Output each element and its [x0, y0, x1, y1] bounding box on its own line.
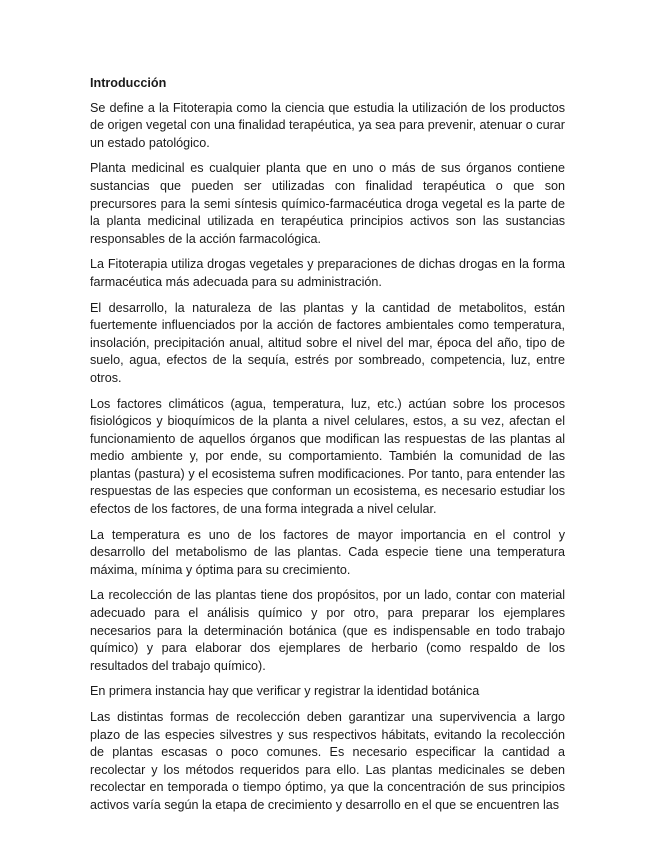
paragraph-climatic-factors: Los factores climáticos (agua, temperatura, luz, etc.) actúan sobre los procesos fisiológicos y bioquímicos de la planta a nivel celulares, estos, a su vez, afectan el funcionamiento de aquellos órganos que modifican las respuestas de las plantas al medio ambiente y, por ende, su comportamiento. También la comunidad de las plantas (pastura) y el ecosistema sufren modificaciones. Por tanto, para entender las respuestas de las especies que conforman un ecosistema, es necesario estudiar los efectos de los factores, de una forma integrada a nivel celular. — [90, 396, 565, 517]
paragraph-botanical-identity: En primera instancia hay que verificar y registrar la identidad botánica — [90, 684, 480, 699]
document-page — [90, 75, 565, 823]
paragraph-environmental-factors: El desarrollo, la naturaleza de las plantas y la cantidad de metabolitos, están fuertemente influenciados por la acción de factores ambientales como temperatura, insolación, precipitación anual, altitud sobre el nivel del mar, época del año, tipo de suelo, agua, efectos de la sequía, estrés por sombreado, competencia, luz, entre otros. — [90, 300, 565, 385]
paragraph-temperature: La temperatura es uno de los factores de mayor importancia en el control y desarrollo del metabolismo de las plantas. Cada especie tiene una temperatura máxima, mínima y óptima para su crecimiento. — [90, 527, 565, 577]
paragraph-phytotherapy-use: La Fitoterapia utiliza drogas vegetales y preparaciones de dichas drogas en la forma farmacéutica más adecuada para su administración. — [90, 257, 565, 289]
paragraph-collection-purpose: La recolección de las plantas tiene dos propósitos, por un lado, contar con material adecuado para el análisis químico y por otro, para preparar los ejemplares necesarios para la determinación botánica (que es indispensable en todo trabajo químico) y para elaborar dos ejemplares de herbario (como respaldo de los resultados del trabajo químico). — [90, 588, 565, 673]
paragraph-medicinal-plant: Planta medicinal es cualquier planta que en uno o más de sus órganos contiene sustancias que pueden ser utilizadas con finalidad terapéutica o que son precursores para la semi síntesis químico-farmacéutica droga vegetal es la parte de la planta medicinal utilizada en terapéutica principios activos son las sustancias responsables de la acción farmacológica. — [90, 161, 565, 246]
paragraph-definition: Se define a la Fitoterapia como la ciencia que estudia la utilización de los productos de origen vegetal con una finalidad terapéutica, ya sea para prevenir, atenuar o curar un estado patológico. — [90, 100, 565, 150]
section-heading: Introducción — [90, 76, 167, 90]
paragraph-collection-methods: Las distintas formas de recolección deben garantizar una supervivencia a largo plazo de las especies silvestres y sus respectivos hábitats, evitando la recolección de plantas escasas o poco comunes. Es necesario especificar la cantidad a recolectar y los métodos requeridos para ello. Las plantas medicinales se deben recolectar en temporada o tiempo óptimo, ya que la concentración de sus principios activos varía según la etapa de crecimiento y desarrollo en el que se encuentren las — [90, 710, 565, 812]
